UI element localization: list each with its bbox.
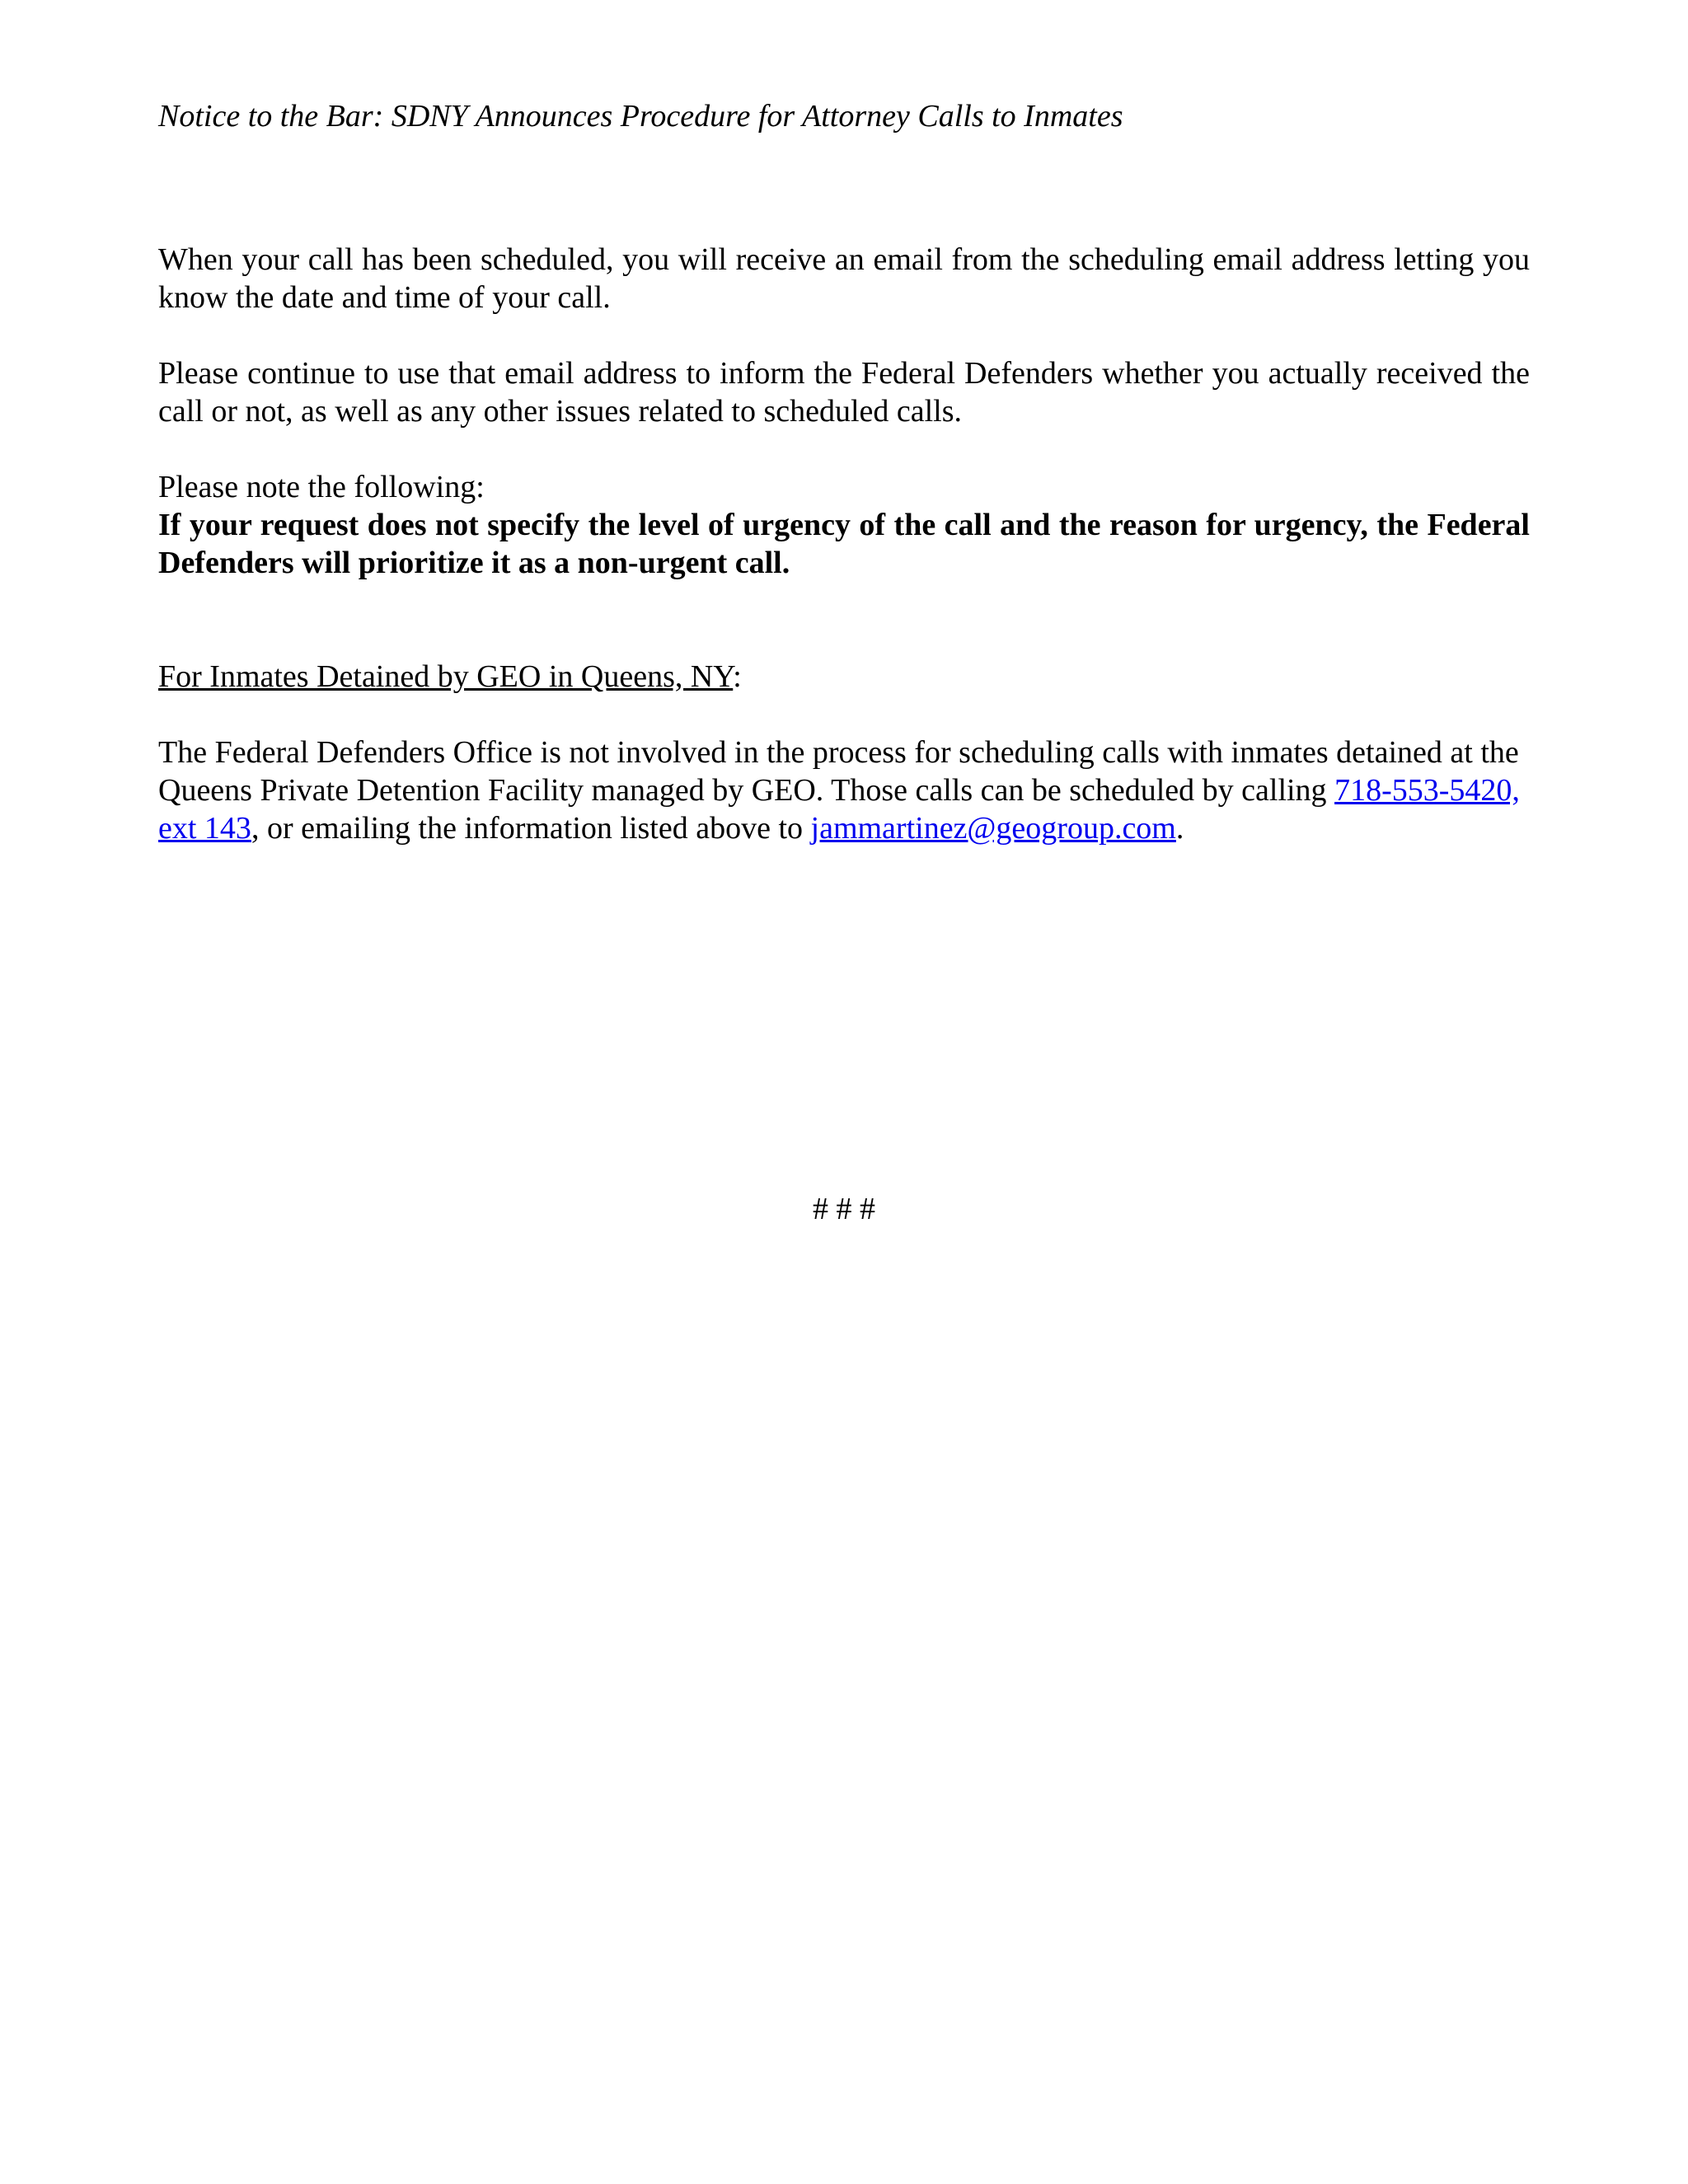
geo-text-3: . — [1175, 811, 1184, 846]
page-header-title: Notice to the Bar: SDNY Announces Procedure for Attorney Calls to Inmates — [158, 99, 1123, 134]
geo-heading-colon: : — [733, 659, 742, 694]
paragraph-geo-info — [158, 733, 1530, 847]
geo-text-1: The Federal Defenders Office is not involved in the process for scheduling calls with inmates detained at the Queens Private Detention Facility managed by GEO. Those calls can be scheduled by calling — [158, 735, 1519, 808]
paragraph-note-following — [158, 468, 1530, 582]
geo-phone-link[interactable]: 718-553-5420, ext 143 — [158, 773, 1520, 846]
end-of-document-mark: # # # — [813, 1192, 875, 1226]
paragraph-call-scheduled: When your call has been scheduled, you will receive an email from the scheduling email address letting you know the date and time of your call. — [158, 242, 1530, 315]
geo-email-link[interactable]: jammartinez@geogroup.com — [810, 811, 1176, 846]
note-urgency-warning: If your request does not specify the level of urgency of the call and the reason for urgency, the Federal Defenders will prioritize it as a non-urgent call. — [158, 508, 1530, 580]
geo-section-heading — [158, 658, 1530, 696]
paragraph-continue-email: Please continue to use that email address to inform the Federal Defenders whether you actually received the call or not, as well as any other issues related to scheduled calls. — [158, 356, 1530, 429]
geo-heading-text: For Inmates Detained by GEO in Queens, NY — [158, 659, 734, 694]
geo-text-2: , or emailing the information listed above to — [251, 811, 811, 846]
note-intro: Please note the following: — [158, 470, 485, 504]
